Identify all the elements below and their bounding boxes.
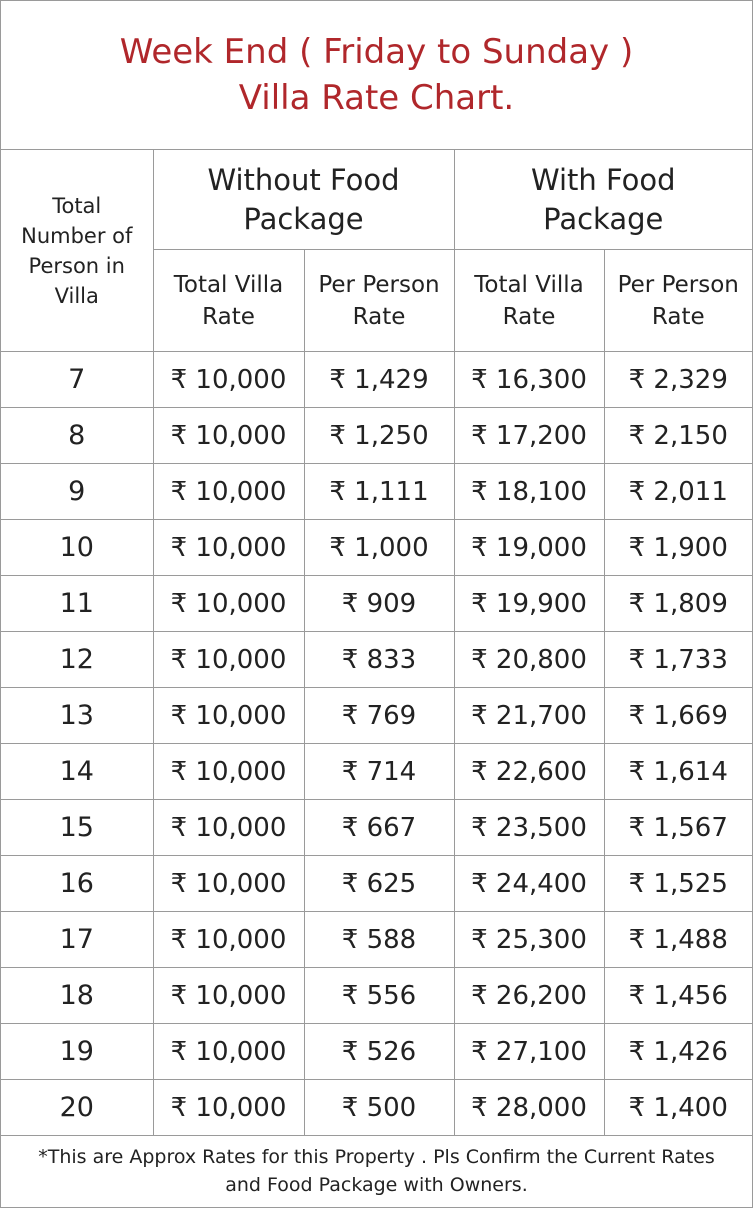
with-food-total-cell: ₹ 27,100	[454, 1024, 604, 1080]
table-row	[1, 968, 752, 1024]
group-header-label: With Food Package	[530, 162, 676, 236]
with-food-total-cell: ₹ 21,700	[454, 688, 604, 744]
with-food-total-cell: ₹ 28,000	[454, 1080, 604, 1136]
without-food-per-person-cell: ₹ 1,111	[304, 464, 454, 520]
person-count-cell: 19	[1, 1024, 153, 1080]
without-food-per-person-cell: ₹ 556	[304, 968, 454, 1024]
person-count-cell: 8	[1, 408, 153, 464]
without-food-total-cell: ₹ 10,000	[153, 352, 304, 408]
count-header	[1, 150, 153, 352]
rate-rows	[1, 352, 752, 1136]
rate-table	[1, 150, 752, 1136]
table-row	[1, 408, 752, 464]
without-food-total-cell: ₹ 10,000	[153, 1024, 304, 1080]
without-food-per-person-cell: ₹ 526	[304, 1024, 454, 1080]
sub-header-per-person-rate	[304, 250, 454, 352]
with-food-total-cell: ₹ 26,200	[454, 968, 604, 1024]
disclaimer-note	[1, 1136, 752, 1206]
without-food-per-person-cell: ₹ 500	[304, 1080, 454, 1136]
with-food-per-person-cell: ₹ 2,329	[604, 352, 752, 408]
person-count-cell: 18	[1, 968, 153, 1024]
with-food-per-person-cell: ₹ 2,150	[604, 408, 752, 464]
without-food-total-cell: ₹ 10,000	[153, 632, 304, 688]
without-food-per-person-cell: ₹ 588	[304, 912, 454, 968]
with-food-per-person-cell: ₹ 1,809	[604, 576, 752, 632]
without-food-total-cell: ₹ 10,000	[153, 968, 304, 1024]
person-count-cell: 15	[1, 800, 153, 856]
without-food-total-cell: ₹ 10,000	[153, 800, 304, 856]
with-food-per-person-cell: ₹ 1,456	[604, 968, 752, 1024]
sub-header-label: Total Villa Rate	[173, 271, 284, 330]
with-food-total-cell: ₹ 19,900	[454, 576, 604, 632]
table-row	[1, 464, 752, 520]
person-count-cell: 7	[1, 352, 153, 408]
table-row	[1, 744, 752, 800]
person-count-cell: 13	[1, 688, 153, 744]
disclaimer-line-2: and Food Package with Owners.	[225, 1174, 528, 1196]
person-count-cell: 20	[1, 1080, 153, 1136]
with-food-total-cell: ₹ 16,300	[454, 352, 604, 408]
sub-header-label: Total Villa Rate	[474, 271, 584, 330]
group-header-without-food	[153, 150, 454, 250]
sub-header-per-person-rate	[604, 250, 752, 352]
with-food-per-person-cell: ₹ 1,614	[604, 744, 752, 800]
with-food-per-person-cell: ₹ 1,488	[604, 912, 752, 968]
without-food-total-cell: ₹ 10,000	[153, 744, 304, 800]
person-count-cell: 12	[1, 632, 153, 688]
table-row	[1, 1080, 752, 1136]
sub-header-total-villa-rate	[153, 250, 304, 352]
table-row	[1, 520, 752, 576]
without-food-total-cell: ₹ 10,000	[153, 1080, 304, 1136]
with-food-per-person-cell: ₹ 1,400	[604, 1080, 752, 1136]
with-food-total-cell: ₹ 23,500	[454, 800, 604, 856]
sub-header-total-villa-rate	[454, 250, 604, 352]
without-food-total-cell: ₹ 10,000	[153, 576, 304, 632]
with-food-per-person-cell: ₹ 1,900	[604, 520, 752, 576]
without-food-per-person-cell: ₹ 1,250	[304, 408, 454, 464]
without-food-total-cell: ₹ 10,000	[153, 856, 304, 912]
person-count-cell: 14	[1, 744, 153, 800]
title-line-1: Week End ( Friday to Sunday )	[119, 32, 634, 72]
table-row	[1, 912, 752, 968]
with-food-per-person-cell: ₹ 2,011	[604, 464, 752, 520]
with-food-per-person-cell: ₹ 1,525	[604, 856, 752, 912]
without-food-total-cell: ₹ 10,000	[153, 688, 304, 744]
without-food-per-person-cell: ₹ 1,000	[304, 520, 454, 576]
title-line-2: Villa Rate Chart.	[238, 78, 515, 118]
with-food-per-person-cell: ₹ 1,567	[604, 800, 752, 856]
table-row	[1, 800, 752, 856]
without-food-total-cell: ₹ 10,000	[153, 464, 304, 520]
table-row	[1, 352, 752, 408]
without-food-per-person-cell: ₹ 909	[304, 576, 454, 632]
with-food-total-cell: ₹ 18,100	[454, 464, 604, 520]
sub-header-label: Per Person Rate	[617, 271, 739, 330]
with-food-total-cell: ₹ 17,200	[454, 408, 604, 464]
without-food-per-person-cell: ₹ 667	[304, 800, 454, 856]
without-food-total-cell: ₹ 10,000	[153, 912, 304, 968]
with-food-total-cell: ₹ 20,800	[454, 632, 604, 688]
table-row	[1, 632, 752, 688]
disclaimer-line-1: *This are Approx Rates for this Property . Pls Confirm the Current Rates	[38, 1146, 715, 1168]
without-food-total-cell: ₹ 10,000	[153, 520, 304, 576]
group-header-label: Without Food Package	[207, 162, 400, 236]
person-count-cell: 9	[1, 464, 153, 520]
without-food-per-person-cell: ₹ 714	[304, 744, 454, 800]
without-food-per-person-cell: ₹ 625	[304, 856, 454, 912]
table-row	[1, 1024, 752, 1080]
chart-title	[1, 1, 752, 150]
person-count-cell: 16	[1, 856, 153, 912]
with-food-per-person-cell: ₹ 1,733	[604, 632, 752, 688]
without-food-total-cell: ₹ 10,000	[153, 408, 304, 464]
person-count-cell: 10	[1, 520, 153, 576]
header-row-groups	[1, 150, 752, 250]
with-food-total-cell: ₹ 24,400	[454, 856, 604, 912]
with-food-per-person-cell: ₹ 1,426	[604, 1024, 752, 1080]
person-count-cell: 11	[1, 576, 153, 632]
table-row	[1, 688, 752, 744]
without-food-per-person-cell: ₹ 833	[304, 632, 454, 688]
sub-header-label: Per Person Rate	[318, 271, 440, 330]
with-food-total-cell: ₹ 22,600	[454, 744, 604, 800]
table-row	[1, 856, 752, 912]
without-food-per-person-cell: ₹ 1,429	[304, 352, 454, 408]
person-count-cell: 17	[1, 912, 153, 968]
table-row	[1, 576, 752, 632]
with-food-total-cell: ₹ 25,300	[454, 912, 604, 968]
without-food-per-person-cell: ₹ 769	[304, 688, 454, 744]
count-header-label: Total Number of Person in Villa	[21, 193, 133, 308]
group-header-with-food	[454, 150, 752, 250]
with-food-total-cell: ₹ 19,000	[454, 520, 604, 576]
with-food-per-person-cell: ₹ 1,669	[604, 688, 752, 744]
